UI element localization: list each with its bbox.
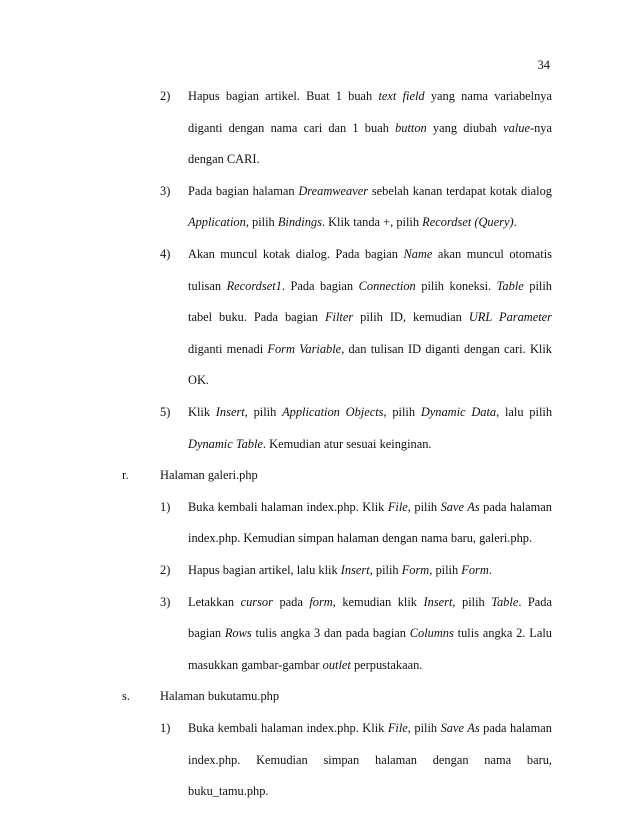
text-line <box>188 436 552 452</box>
text-run: Hapus bagian artikel. Buat 1 buah <box>188 89 379 103</box>
page-number: 34 <box>537 58 550 72</box>
text-run: . <box>513 215 517 230</box>
italic-term: Form <box>461 563 489 577</box>
text-run: , pilih <box>407 721 441 735</box>
text-run: tulis angka 2. Lalu <box>453 626 552 641</box>
italic-term: File <box>387 499 408 514</box>
italic-term: Dreamweaver <box>298 183 369 198</box>
text-line <box>188 720 552 736</box>
text-run: . Pada bagian <box>281 278 359 293</box>
text-run: pilih <box>523 278 552 293</box>
italic-term: value <box>503 120 530 135</box>
text-line <box>188 404 552 420</box>
text-line <box>188 783 552 799</box>
list-number: 2) <box>160 89 171 103</box>
text-run: . Kemudian atur sesuai keinginan. <box>262 436 432 451</box>
text-run: pada halaman <box>479 499 552 514</box>
text-run: perpustakaan. <box>350 657 423 672</box>
text-run: , pilih <box>369 563 402 577</box>
italic-term: Rows <box>224 626 252 641</box>
italic-term: cursor <box>240 594 273 609</box>
text-line <box>188 530 552 546</box>
text-run: bagian <box>188 626 225 641</box>
text-line <box>188 625 552 641</box>
italic-term: form <box>309 594 333 609</box>
text-run: . Pada <box>518 594 553 609</box>
text-run: index.php. Kemudian simpan halaman dengan nama baru, galeri.php. <box>188 531 533 546</box>
list-number: 2) <box>160 563 171 577</box>
italic-term: Insert <box>215 405 245 419</box>
text-run: pilih koneksi. <box>415 278 497 293</box>
text-run: , lalu pilih <box>496 405 553 419</box>
italic-term: Form <box>401 563 430 577</box>
section-title: Halaman bukutamu.php <box>160 689 280 704</box>
text-run: Akan muncul kotak dialog. Pada bagian <box>188 247 404 261</box>
text-line <box>188 120 552 136</box>
italic-term: Form Variable <box>267 341 342 356</box>
text-run: , pilih <box>245 215 278 230</box>
text-run: tulisan <box>188 278 227 293</box>
italic-term: Name <box>403 247 433 261</box>
italic-term: Application Objects <box>282 405 384 419</box>
italic-term: URL Parameter <box>468 310 552 325</box>
text-run: tabel buku. Pada bagian <box>188 310 325 325</box>
list-number: 3) <box>160 594 171 609</box>
italic-term: Save As <box>440 499 480 514</box>
text-run: yang nama variabelnya <box>424 89 552 103</box>
text-run: , kemudian klik <box>332 594 424 609</box>
italic-term: Connection <box>358 278 416 293</box>
italic-term: Insert <box>340 563 370 577</box>
italic-term: button <box>395 120 427 135</box>
text-line <box>188 151 552 167</box>
italic-term: Dynamic Data <box>420 405 497 419</box>
text-run: diganti dengan nama cari dan 1 buah <box>188 120 396 135</box>
list-number: 3) <box>160 183 171 198</box>
italic-term: Insert <box>423 594 453 609</box>
text-run: Pada bagian halaman <box>188 183 299 198</box>
text-run: Klik <box>188 405 216 419</box>
text-run: yang diubah <box>426 120 504 135</box>
text-run: , pilih <box>244 405 283 419</box>
section-letter: r. <box>122 468 129 483</box>
italic-term: Recordset (Query) <box>422 215 514 230</box>
italic-term: Save As <box>440 721 480 735</box>
text-run: masukkan gambar-gambar <box>188 657 323 672</box>
text-line <box>188 499 552 515</box>
text-run: pilih ID, kemudian <box>353 310 469 325</box>
text-run: , dan tulisan ID diganti dengan cari. Klik <box>341 341 552 356</box>
text-run: buku_tamu.php. <box>188 784 269 799</box>
text-line <box>188 562 552 578</box>
italic-term: Filter <box>324 310 354 325</box>
text-run: pada halaman <box>479 721 552 735</box>
text-line <box>188 372 552 388</box>
italic-term: Recordset1 <box>226 278 282 293</box>
italic-term: File <box>387 721 408 735</box>
text-line <box>188 752 552 768</box>
text-line <box>188 88 552 104</box>
text-run: , pilih <box>429 563 462 577</box>
text-run: sebelah kanan terdapat kotak dialog <box>368 183 552 198</box>
text-run: index.php. Kemudian simpan halaman dengan nama baru, <box>188 752 552 767</box>
list-number: 4) <box>160 247 171 261</box>
text-run: -nya <box>529 120 552 135</box>
text-run: diganti menadi <box>188 341 268 356</box>
text-run: , pilih <box>383 405 421 419</box>
italic-term: Bindings <box>277 215 322 230</box>
text-run: , pilih <box>452 594 492 609</box>
text-run: akan muncul otomatis <box>432 247 552 261</box>
italic-term: Dynamic Table <box>188 436 263 451</box>
text-line <box>188 183 552 199</box>
list-number: 1) <box>160 499 171 514</box>
text-run: Buka kembali halaman index.php. Klik <box>188 721 388 735</box>
list-number: 1) <box>160 721 171 735</box>
text-run: Letakkan <box>188 594 241 609</box>
text-line <box>188 246 552 262</box>
list-number: 5) <box>160 405 171 419</box>
text-run: pada <box>272 594 310 609</box>
italic-term: Table <box>491 594 519 609</box>
section-letter: s. <box>122 689 130 704</box>
section-title: Halaman galeri.php <box>160 468 258 483</box>
italic-term: text field <box>378 89 425 103</box>
italic-term: Table <box>496 278 524 293</box>
text-run: . <box>488 563 492 577</box>
text-line <box>188 341 552 357</box>
italic-term: outlet <box>322 657 351 672</box>
italic-term: Application <box>188 215 246 230</box>
text-line <box>188 657 552 673</box>
text-run: Hapus bagian artikel, lalu klik <box>188 563 341 577</box>
italic-term: Columns <box>409 626 454 641</box>
text-run: Buka kembali halaman index.php. Klik <box>188 499 388 514</box>
text-line <box>188 214 552 230</box>
text-run: OK. <box>188 373 209 388</box>
text-line <box>188 278 552 294</box>
text-line <box>188 309 552 325</box>
text-run: dengan CARI. <box>188 152 260 167</box>
text-run: . Klik tanda +, pilih <box>321 215 423 230</box>
text-line <box>188 594 552 610</box>
text-run: tulis angka 3 dan pada bagian <box>251 626 410 641</box>
text-run: , pilih <box>407 499 441 514</box>
